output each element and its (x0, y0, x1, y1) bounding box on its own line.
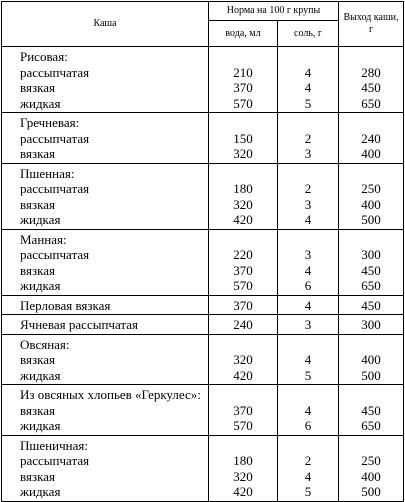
vyhod-value: 450 (361, 262, 381, 278)
variant-name: вязкая (20, 262, 55, 278)
voda-cell (209, 295, 278, 315)
voda-value: 370 (233, 402, 253, 418)
variant-name: Перловая вязкая (20, 297, 111, 313)
voda-value: 220 (233, 247, 253, 262)
vyhod-value: 650 (361, 95, 381, 111)
table-row (2, 435, 404, 501)
sol-cell (278, 229, 339, 295)
voda-value: 570 (233, 278, 253, 293)
voda-cell (209, 163, 278, 229)
voda-value: 420 (233, 367, 253, 383)
voda-value: 320 (233, 196, 253, 212)
variant-name: вязкая (20, 146, 55, 161)
vyhod-cell (339, 163, 404, 229)
group-title: Пшенная: (20, 165, 75, 181)
sol-value: 5 (304, 95, 312, 111)
vyhod-value: 650 (361, 418, 381, 433)
vyhod-value: 450 (361, 402, 381, 418)
voda-value: 370 (233, 80, 253, 95)
table-row (2, 229, 404, 295)
voda-value: 180 (233, 181, 253, 196)
vyhod-value: 400 (361, 468, 381, 484)
voda-value: 210 (233, 64, 253, 80)
voda-value: 420 (233, 484, 253, 499)
header-sol: соль, г (278, 21, 339, 47)
vyhod-value: 400 (361, 196, 381, 212)
group-title: Манная: (20, 231, 67, 247)
voda-value: 320 (233, 468, 253, 484)
kasha-name-cell (2, 47, 209, 113)
vyhod-value: 240 (361, 130, 381, 146)
porridge-table (1, 1, 404, 502)
vyhod-value: 450 (361, 80, 381, 95)
group-title: Овсяная: (20, 336, 70, 352)
kasha-name-cell (2, 315, 209, 335)
vyhod-value: 280 (361, 64, 381, 80)
sol-value: 6 (304, 278, 312, 293)
sol-cell (278, 435, 339, 501)
group-title: Из овсяных хлопьев «Геркулес»: (20, 387, 201, 402)
table-row (2, 163, 404, 229)
kasha-name-cell (2, 295, 209, 315)
sol-value: 5 (304, 484, 312, 499)
group-title: Пшеничная: (20, 437, 88, 453)
sol-value: 4 (304, 80, 312, 95)
group-title: Рисовая: (20, 49, 68, 64)
vyhod-cell (339, 47, 404, 113)
variant-name: жидкая (20, 278, 61, 293)
sol-value: 3 (304, 317, 312, 332)
voda-value: 570 (233, 95, 253, 111)
header-vyhod: Выход каши, г (339, 2, 404, 47)
variant-name: жидкая (20, 418, 61, 433)
variant-name: рассыпчатая (20, 130, 90, 146)
kasha-name-cell (2, 385, 209, 436)
variant-name: Ячневая рассыпчатая (20, 317, 138, 332)
voda-cell (209, 47, 278, 113)
sol-value: 6 (304, 418, 312, 433)
table-row (2, 385, 404, 436)
vyhod-value: 450 (361, 297, 381, 313)
sol-value: 3 (304, 196, 312, 212)
table-row (2, 113, 404, 164)
sol-value: 4 (304, 352, 312, 367)
voda-value: 370 (233, 297, 253, 313)
voda-value: 180 (233, 453, 253, 468)
table-body (2, 47, 404, 502)
voda-cell (209, 435, 278, 501)
kasha-name-cell (2, 334, 209, 385)
voda-value: 420 (233, 212, 253, 227)
sol-value: 5 (304, 367, 312, 383)
vyhod-value: 500 (361, 212, 381, 227)
table-row (2, 47, 404, 113)
voda-cell (209, 315, 278, 335)
vyhod-value: 650 (361, 278, 381, 293)
header-kasha: Каша (2, 2, 209, 47)
variant-name: жидкая (20, 367, 61, 383)
sol-cell (278, 385, 339, 436)
sol-value: 4 (304, 468, 312, 484)
sol-cell (278, 163, 339, 229)
vyhod-cell (339, 295, 404, 315)
sol-value: 4 (304, 262, 312, 278)
sol-value: 3 (304, 146, 312, 161)
variant-name: жидкая (20, 484, 61, 499)
vyhod-value: 300 (361, 317, 381, 332)
voda-value: 320 (233, 352, 253, 367)
voda-value: 570 (233, 418, 253, 433)
sol-value: 3 (304, 247, 312, 262)
vyhod-value: 400 (361, 352, 381, 367)
variant-name: рассыпчатая (20, 64, 90, 80)
sol-value: 4 (304, 64, 312, 80)
voda-cell (209, 229, 278, 295)
variant-name: жидкая (20, 212, 61, 227)
vyhod-cell (339, 334, 404, 385)
variant-name: рассыпчатая (20, 453, 90, 468)
sol-value: 4 (304, 402, 312, 418)
table-row (2, 334, 404, 385)
vyhod-cell (339, 435, 404, 501)
variant-name: вязкая (20, 80, 55, 95)
variant-name: вязкая (20, 196, 55, 212)
table-row (2, 315, 404, 335)
sol-value: 2 (304, 181, 312, 196)
variant-name: вязкая (20, 468, 55, 484)
vyhod-value: 500 (361, 367, 381, 383)
sol-cell (278, 113, 339, 164)
vyhod-cell (339, 315, 404, 335)
variant-name: вязкая (20, 352, 55, 367)
vyhod-cell (339, 113, 404, 164)
header-voda: вода, мл (209, 21, 278, 47)
voda-value: 320 (233, 146, 253, 161)
variant-name: жидкая (20, 95, 61, 111)
voda-value: 370 (233, 262, 253, 278)
sol-value: 4 (304, 212, 312, 227)
voda-cell (209, 113, 278, 164)
vyhod-value: 250 (361, 181, 381, 196)
sol-cell (278, 315, 339, 335)
variant-name: вязкая (20, 402, 55, 418)
sol-cell (278, 334, 339, 385)
vyhod-value: 250 (361, 453, 381, 468)
vyhod-value: 400 (361, 146, 381, 161)
variant-name: рассыпчатая (20, 181, 90, 196)
sol-cell (278, 295, 339, 315)
vyhod-cell (339, 229, 404, 295)
header-norma: Норма на 100 г крупы (209, 2, 339, 21)
kasha-name-cell (2, 163, 209, 229)
vyhod-value: 300 (361, 247, 381, 262)
group-title: Гречневая: (20, 115, 80, 130)
sol-value: 2 (304, 453, 312, 468)
variant-name: рассыпчатая (20, 247, 90, 262)
sol-cell (278, 47, 339, 113)
voda-value: 150 (233, 130, 253, 146)
voda-cell (209, 385, 278, 436)
sol-value: 4 (304, 297, 312, 313)
kasha-name-cell (2, 113, 209, 164)
voda-value: 240 (233, 317, 253, 332)
voda-cell (209, 334, 278, 385)
kasha-name-cell (2, 435, 209, 501)
kasha-name-cell (2, 229, 209, 295)
sol-value: 2 (304, 130, 312, 146)
table-row (2, 295, 404, 315)
vyhod-value: 500 (361, 484, 381, 499)
vyhod-cell (339, 385, 404, 436)
